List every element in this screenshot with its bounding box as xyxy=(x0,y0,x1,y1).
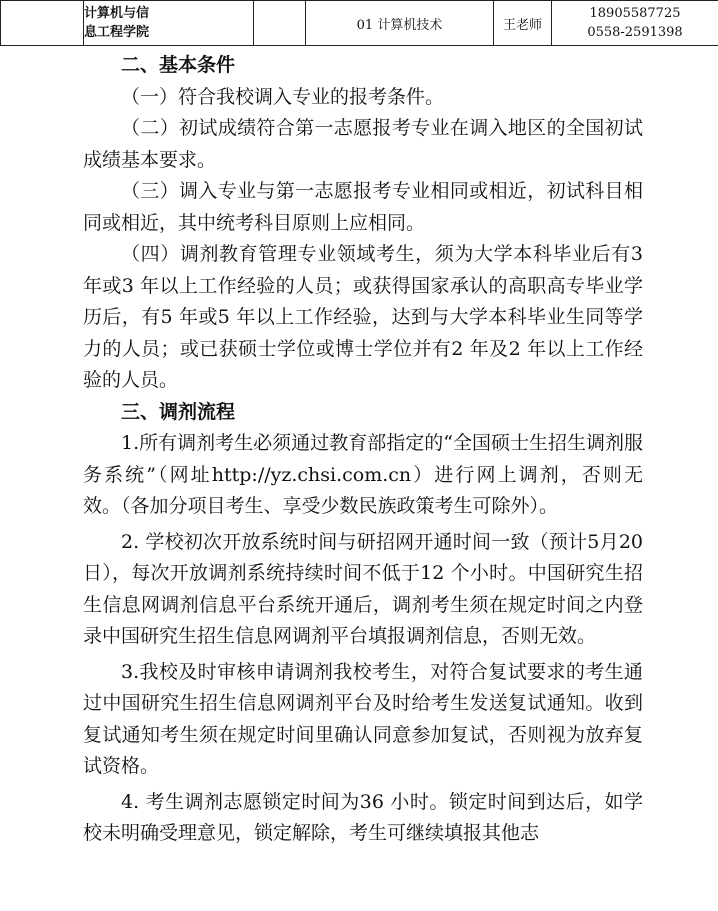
college-name-line2: 息工程学院 xyxy=(84,25,150,40)
paragraph: 1.所有调剂考生必须通过教育部指定的“全国硕士生招生调剂服务系统”（网址http://yz.chsi.com.cn）进行网上调剂，否则无效。（各加分项目考生、享受少数民族政策考生可除外）。 xyxy=(83,432,643,517)
paragraph: （一）符合我校调入专业的报考条件。 xyxy=(121,85,445,108)
contact-table xyxy=(0,0,718,46)
college-name-line1: 计算机与信 xyxy=(84,6,150,21)
document-body xyxy=(83,50,643,850)
empty-cell xyxy=(1,1,84,46)
section-heading-process: 三、调剂流程 xyxy=(121,400,236,423)
phone-landline: 0558-2591398 xyxy=(587,25,683,40)
paragraph: 4. 考生调剂志愿锁定时间为36 小时。锁定时间到达后，如学校未明确受理意见，锁定解除，考生可继续填报其他志 xyxy=(83,790,643,844)
phone-mobile: 18905587725 xyxy=(589,6,681,21)
paragraph: （二）初试成绩符合第一志愿报考专业在调入地区的全国初试成绩基本要求。 xyxy=(83,117,643,171)
paragraph: 3.我校及时审核申请调剂我校考生，对符合复试要求的考生通过中国研究生招生信息网调剂平台及时给考生发送复试通知。收到复试通知考生须在规定时间里确认同意参加复试，否则视为放弃复试资格。 xyxy=(83,660,643,777)
contact-table-fragment xyxy=(0,0,718,46)
paragraph: 2. 学校初次开放系统时间与研招网开通时间一致（预计5月20日），每次开放调剂系统持续时间不低于12 个小时。中国研究生招生信息网调剂信息平台系统开通后，调剂考生须在规定时间之内登录中国研究生招生信息网调剂平台填报调剂信息，否则无效。 xyxy=(83,530,643,647)
section-heading-basic-conditions: 二、基本条件 xyxy=(121,54,236,76)
paragraph: （三）调入专业与第一志愿报考专业相同或相近，初试科目相同或相近，其中统考科目原则上应相同。 xyxy=(83,180,643,234)
table-row xyxy=(1,1,718,46)
major-cell: 01 计算机技术 xyxy=(306,1,494,46)
empty-cell xyxy=(254,1,306,46)
phone-cell xyxy=(552,1,718,46)
teacher-cell: 王老师 xyxy=(494,1,552,46)
paragraph: （四）调剂教育管理专业领域考生，须为大学本科毕业后有3 年或3 年以上工作经验的人员；或获得国家承认的高职高专毕业学历后，有5 年或5 年以上工作经验，达到与大学本科毕业生同等学力的人员；或已获硕士学位或博士学位并有2 年及2 年以上工作经验的人员。 xyxy=(83,243,643,391)
college-cell xyxy=(84,1,254,46)
